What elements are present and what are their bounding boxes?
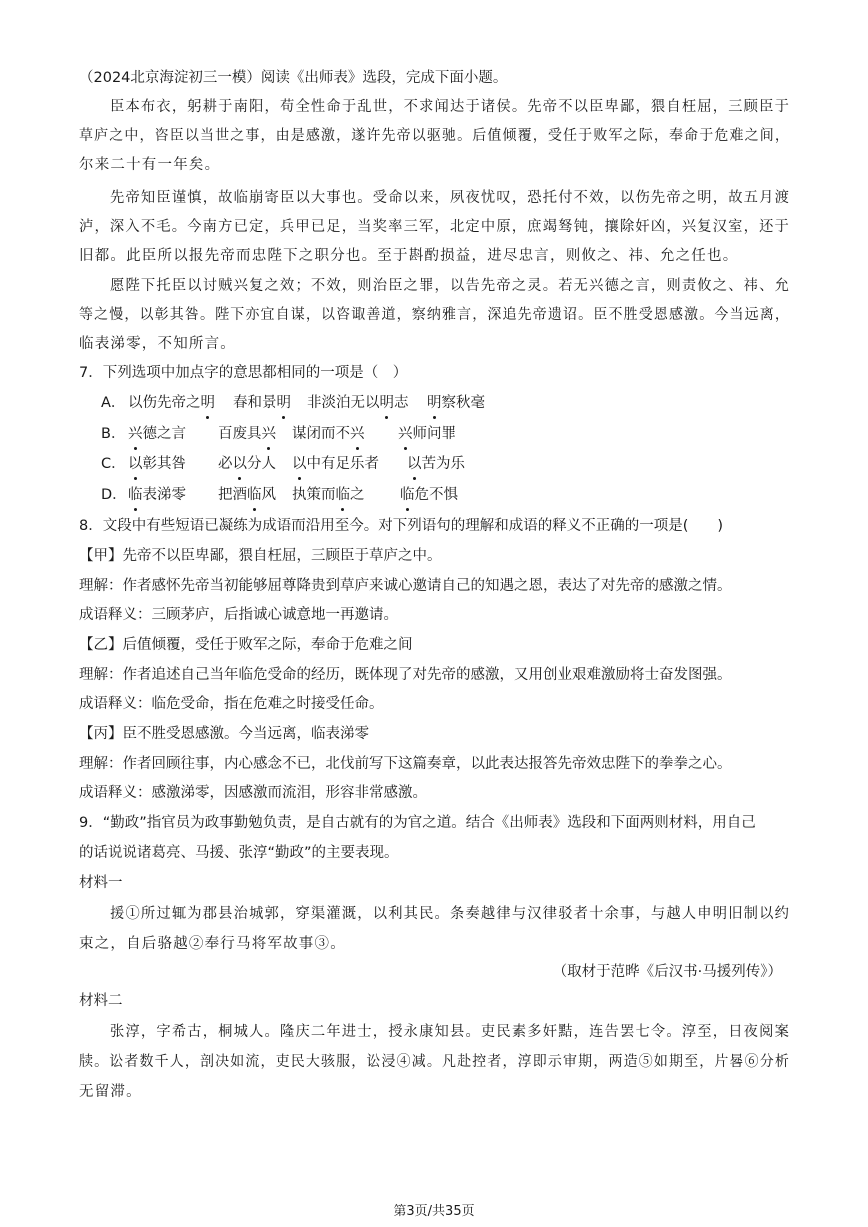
option-label: C． <box>101 456 126 472</box>
option-label: D． <box>101 487 127 503</box>
material-1-line: 束之，自后骆越②奉行马将军故事③。 <box>79 936 346 952</box>
question-8-stem: 8．文段中有些短语已凝练为成语而沿用至今。对下列语句的理解和成语的释义不正确的一项是( ) <box>79 518 724 534</box>
option-item: 百废具兴 <box>218 426 276 442</box>
option-item: 以苦为乐 <box>407 456 465 472</box>
option-item: 以彰其咎 <box>128 456 186 472</box>
option-item: 兴德之言 <box>128 426 186 442</box>
question-8-line: 【乙】后值倾覆，受任于败军之际，奉命于危难之间 <box>79 637 413 653</box>
option-item: 以中有足乐者 <box>292 456 379 472</box>
question-8-line: 成语释义：感激涕零，因感激而流泪，形容非常感激。 <box>79 785 427 801</box>
passage-line: 尔来二十有一年矣。 <box>79 157 221 173</box>
passage-line: 先帝知臣谨慎，故临崩寄臣以大事也。受命以来，夙夜忧叹，恐托付不效，以伤先帝之明，故五月渡 <box>110 190 791 206</box>
material-2-line: 牍。讼者数千人，剖决如流，吏民大骇服，讼浸④减。凡赴控者，淳即示审期，两造⑤如期至，片晷⑥分析 <box>79 1054 790 1070</box>
option-label: A． <box>101 395 126 411</box>
option-item: 临危不惧 <box>400 487 458 503</box>
option-item: 必以分人 <box>218 456 276 472</box>
material-2-line: 无留滞。 <box>79 1084 142 1100</box>
option-item: 把酒临风 <box>218 487 276 503</box>
passage-line: 旧都。此臣所以报先帝而忠陛下之职分也。至于斟酌损益，进尽忠言，则攸之、祎、允之任也。 <box>79 248 739 264</box>
option-item: 兴师问罪 <box>398 426 456 442</box>
question-8-line: 成语释义：三顾茅庐，后指诚心诚意地一再邀请。 <box>79 607 398 623</box>
option-item: 非淡泊无以明志 <box>307 395 409 411</box>
option-item: 执策而临之 <box>292 487 365 503</box>
question-8-line: 理解：作者感怀先帝当初能够屈尊降贵到草庐来诚心邀请自己的知遇之恩，表达了对先帝的感激之情。 <box>79 578 732 594</box>
passage-line: 等之慢，以彰其咎。陛下亦宜自谋，以咨诹善道，察纳雅言，深追先帝遗诏。臣不胜受恩感激。今当远离， <box>79 307 790 323</box>
question-9-stem: 的话说说诸葛亮、马援、张淳“勤政”的主要表现。 <box>79 845 399 861</box>
option-item: 以伤先帝之明 <box>128 395 215 411</box>
material-1-line: 援①所过辄为郡县治城郭，穿渠灌溉，以利其民。条奏越律与汉律驳者十余事，与越人申明旧制以约 <box>110 906 791 922</box>
passage-line: 泸，深入不毛。今南方已定，兵甲已足，当奖率三军，北定中原，庶竭驽钝，攘除奸凶，兴复汉室，还于 <box>79 219 791 235</box>
question-8-line: 成语释义：临危受命，指在危难之时接受任命。 <box>79 696 384 712</box>
passage-line: 愿陛下托臣以讨贼兴复之效；不效，则治臣之罪，以告先帝之灵。若无兴德之言，则责攸之、祎、允 <box>110 278 791 294</box>
question-9-stem: 9．“勤政”指官员为政事勤勉负责，是自古就有的为官之道。结合《出师表》选段和下面两则材料，用自己 <box>79 815 756 831</box>
option-item: 春和景明 <box>233 395 291 411</box>
option-item: 临表涕零 <box>128 487 186 503</box>
passage-line: 临表涕零，不知所言。 <box>79 336 236 352</box>
option-item: 明察秋毫 <box>427 395 485 411</box>
page-footer: 第3页/共35页 <box>393 1204 475 1219</box>
passage-line: 臣本布衣，躬耕于南阳，苟全性命于乱世，不求闻达于诸侯。先帝不以臣卑鄙，猥自枉屈，三顾臣于 <box>110 99 791 115</box>
question-8-line: 【甲】先帝不以臣卑鄙，猥自枉屈，三顾臣于草庐之中。 <box>79 548 442 564</box>
option-label: B． <box>101 426 126 442</box>
material-1-title: 材料一 <box>79 875 123 891</box>
question-8-line: 理解：作者回顾往事，内心感念不已，北伐前写下这篇奏章，以此表达报答先帝效忠陛下的拳拳之心。 <box>79 756 732 772</box>
option-item: 谋闭而不兴 <box>292 426 365 442</box>
question-8-line: 【丙】臣不胜受恩感激。今当远离，临表涕零 <box>79 726 369 742</box>
material-1-source: （取材于范晔《后汉书·马援列传》） <box>552 964 782 980</box>
material-2-title: 材料二 <box>79 993 123 1009</box>
passage-line: 草庐之中，咨臣以当世之事，由是感激，遂许先帝以驱驰。后值倾覆，受任于败军之际，奉命于危难之间， <box>79 128 790 144</box>
question-8-line: 理解：作者追述自己当年临危受命的经历，既体现了对先帝的感激，又用创业艰难激励将士奋发图强。 <box>79 667 732 683</box>
material-2-line: 张淳，字希古，桐城人。隆庆二年进士，授永康知县。吏民素多奸黠，连告罢七令。淳至，日夜阅案 <box>110 1024 791 1040</box>
question-7-stem: 7．下列选项中加点字的意思都相同的一项是（ ） <box>79 365 408 381</box>
question-header: （2024北京海淀初三一模）阅读《出师表》选段，完成下面小题。 <box>79 70 508 86</box>
